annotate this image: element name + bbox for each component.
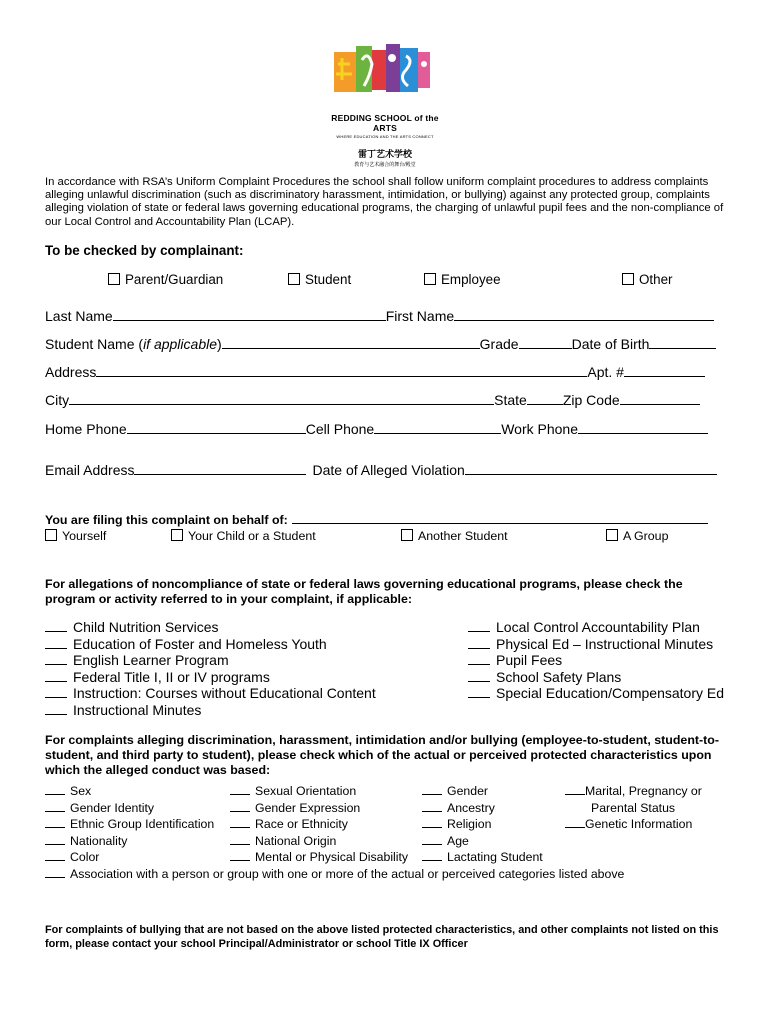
cell-phone-field[interactable] xyxy=(374,420,501,434)
date-violation-label: Date of Alleged Violation xyxy=(312,462,465,478)
city-label: City xyxy=(45,392,70,408)
characteristic-item[interactable]: Race or Ethnicity xyxy=(230,816,408,833)
city-row xyxy=(45,391,700,408)
student-name-label: Student Name ( xyxy=(45,336,144,352)
behalf-row xyxy=(45,512,708,527)
characteristic-item[interactable]: Nationality xyxy=(45,833,214,850)
program-item[interactable]: Federal Title I, II or IV programs xyxy=(45,669,376,686)
logo-graphic-icon xyxy=(322,42,448,102)
student-name-field[interactable] xyxy=(222,335,480,349)
characteristic-item[interactable]: Age xyxy=(422,833,543,850)
behalf-field[interactable] xyxy=(292,512,708,524)
characteristic-item[interactable]: Religion xyxy=(422,816,543,833)
checkbox-icon xyxy=(45,529,57,541)
last-name-field[interactable] xyxy=(113,307,386,321)
zip-label: Zip Code xyxy=(562,392,620,408)
home-phone-field[interactable] xyxy=(127,420,306,434)
programs-right-list xyxy=(468,619,724,702)
behalf-heading: You are filing this complaint on behalf of: xyxy=(45,513,288,527)
cell-phone-label: Cell Phone xyxy=(305,421,375,437)
characteristic-item[interactable]: Lactating Student xyxy=(422,849,543,866)
address-field[interactable] xyxy=(96,363,587,377)
characteristic-item[interactable]: Genetic Information xyxy=(565,816,702,833)
characteristics-col4 xyxy=(565,783,702,833)
program-item[interactable]: Pupil Fees xyxy=(468,652,724,669)
characteristic-item[interactable]: Ancestry xyxy=(422,800,543,817)
characteristic-item[interactable]: National Origin xyxy=(230,833,408,850)
date-violation-field[interactable] xyxy=(465,461,717,475)
school-tagline: WHERE EDUCATION AND THE ARTS CONNECT xyxy=(336,134,434,139)
program-item[interactable]: Special Education/Compensatory Ed xyxy=(468,685,724,702)
programs-heading: For allegations of noncompliance of state or federal laws governing educational programs, please check the program or activity referred to in your complaint, if applicable: xyxy=(45,577,683,606)
program-item[interactable]: Child Nutrition Services xyxy=(45,619,376,636)
last-name-row xyxy=(45,307,714,324)
program-item[interactable]: Instruction: Courses without Educational Content xyxy=(45,685,376,702)
first-name-field[interactable] xyxy=(454,307,714,321)
checkbox-other[interactable]: Other xyxy=(622,272,673,287)
phone-row xyxy=(45,420,708,437)
email-field[interactable] xyxy=(134,461,306,475)
characteristic-item[interactable]: Ethnic Group Identification xyxy=(45,816,214,833)
footer-note: For complaints of bullying that are not based on the above listed protected characteristics, and other complaints not listed on this form, please contact your school Principal/Administrator or school Title IX Officer xyxy=(45,924,719,950)
checkbox-icon xyxy=(606,529,618,541)
checkbox-yourself[interactable]: Yourself xyxy=(45,529,106,543)
characteristic-item[interactable]: Gender Identity xyxy=(45,800,214,817)
characteristic-item[interactable]: Mental or Physical Disability xyxy=(230,849,408,866)
characteristic-item[interactable]: Gender Expression xyxy=(230,800,408,817)
program-item[interactable]: Instructional Minutes xyxy=(45,702,376,719)
intro-paragraph: In accordance with RSA’s Uniform Complaint Procedures the school shall follow uniform complaint procedures to address complaints alleging unlawful discrimination (such as discriminatory harassment, intimidation, or bullying) against any protected group, complaints alleging violation of state or federal laws governing educational programs, the charging of unlawful pupil fees and the non-compliance of our Local Control and Accountability Plan (LCAP). xyxy=(45,176,724,228)
characteristic-item[interactable]: Sex xyxy=(45,783,214,800)
first-name-label: First Name xyxy=(385,308,455,324)
characteristic-item-continued: Parental Status xyxy=(591,800,676,815)
checkbox-icon xyxy=(622,273,634,285)
home-phone-label: Home Phone xyxy=(45,421,127,437)
characteristic-item[interactable]: Color xyxy=(45,849,214,866)
work-phone-field[interactable] xyxy=(578,420,708,434)
checkbox-a-group[interactable]: A Group xyxy=(606,529,668,543)
email-label: Email Address xyxy=(45,462,135,478)
program-item[interactable]: Physical Ed – Instructional Minutes xyxy=(468,636,724,653)
characteristics-col3 xyxy=(422,783,543,866)
zip-field[interactable] xyxy=(620,391,700,405)
apt-field[interactable] xyxy=(624,363,705,377)
characteristics-col2 xyxy=(230,783,408,866)
checkbox-icon xyxy=(288,273,300,285)
address-row xyxy=(45,363,705,380)
checkbox-icon xyxy=(401,529,413,541)
checkbox-employee[interactable]: Employee xyxy=(424,272,501,287)
school-name: REDDING SCHOOL of the ARTS xyxy=(331,113,439,133)
state-label: State xyxy=(494,392,527,408)
checkbox-student[interactable]: Student xyxy=(288,272,351,287)
dob-label: Date of Birth xyxy=(571,336,650,352)
characteristic-item[interactable]: Sexual Orientation xyxy=(230,783,408,800)
address-label: Address xyxy=(45,364,97,380)
school-chinese-tagline: 教育与艺术融合的舞台/殿堂 xyxy=(354,162,416,168)
checkbox-another-student[interactable]: Another Student xyxy=(401,529,508,543)
characteristic-item[interactable]: Marital, Pregnancy or xyxy=(565,783,702,800)
discrimination-heading: For complaints alleging discrimination, harassment, intimidation and/or bullying (employee-to-student, student-to-student, and third party to student), please check which of the actual or perceived protected characteristics upon which the alleged conduct was based: xyxy=(45,733,719,777)
student-name-row: Student Name (if applicable) Grade Date of Birth xyxy=(45,335,716,352)
checkbox-icon xyxy=(171,529,183,541)
state-field[interactable] xyxy=(527,391,563,405)
characteristic-item[interactable]: Gender xyxy=(422,783,543,800)
programs-left-list xyxy=(45,619,376,718)
program-item[interactable]: School Safety Plans xyxy=(468,669,724,686)
if-applicable-label: if applicable xyxy=(143,336,217,352)
apt-label: Apt. # xyxy=(587,364,624,380)
association-item[interactable]: Association with a person or group with one or more of the actual or perceived categories listed above xyxy=(45,866,624,881)
dob-field[interactable] xyxy=(649,335,716,349)
complainant-heading: To be checked by complainant: xyxy=(45,243,244,258)
characteristics-col1 xyxy=(45,783,214,866)
school-logo xyxy=(322,42,448,168)
checkbox-parent-guardian[interactable]: Parent/Guardian xyxy=(108,272,223,287)
grade-label: Grade xyxy=(479,336,519,352)
city-field[interactable] xyxy=(69,391,494,405)
school-chinese-name: 雷丁艺术学校 xyxy=(357,149,412,159)
grade-field[interactable] xyxy=(519,335,572,349)
work-phone-label: Work Phone xyxy=(501,421,578,437)
checkbox-icon xyxy=(108,273,120,285)
checkbox-your-child[interactable]: Your Child or a Student xyxy=(171,529,316,543)
email-row xyxy=(45,461,717,478)
checkbox-icon xyxy=(424,273,436,285)
program-item[interactable]: Education of Foster and Homeless Youth xyxy=(45,636,376,653)
program-item[interactable]: Local Control Accountability Plan xyxy=(468,619,724,636)
last-name-label: Last Name xyxy=(45,308,113,324)
program-item[interactable]: English Learner Program xyxy=(45,652,376,669)
